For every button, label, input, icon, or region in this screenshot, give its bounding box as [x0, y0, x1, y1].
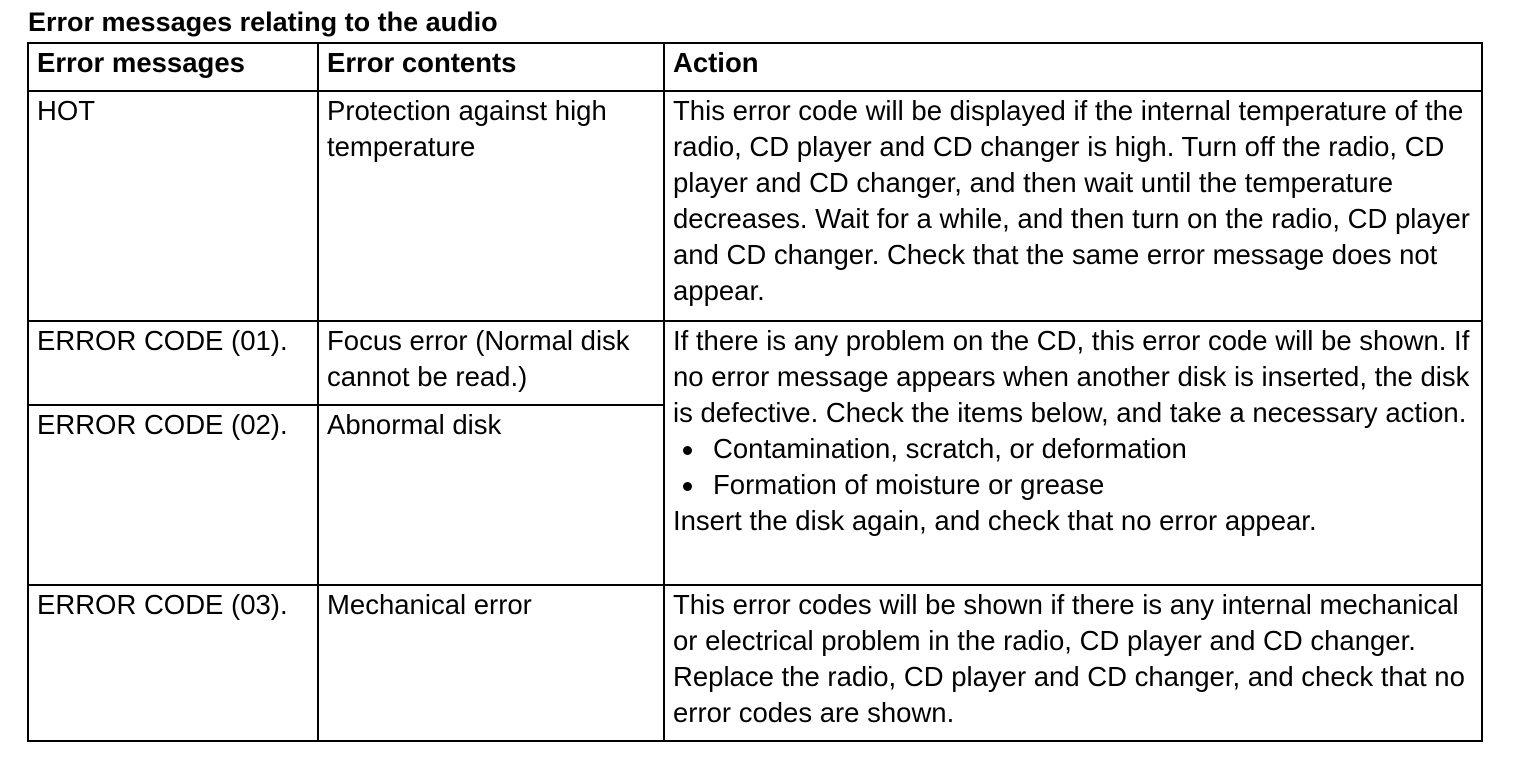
- action-outro: Insert the disk again, and check that no error appear.: [673, 505, 1317, 536]
- header-action: Action: [664, 43, 1482, 91]
- error-contents-cell: Focus error (Normal disk cannot be read.): [318, 321, 664, 405]
- error-message-cell: ERROR CODE (03).: [28, 585, 318, 741]
- error-contents-cell: Mechanical error: [318, 585, 664, 741]
- table-header-row: [28, 43, 1482, 91]
- header-error-messages: Error messages: [28, 43, 318, 91]
- list-item: [673, 431, 1473, 467]
- page-title: Error messages relating to the audio: [28, 7, 498, 37]
- action-cell-merged: [664, 321, 1482, 585]
- error-message-cell: ERROR CODE (02).: [28, 405, 318, 585]
- error-contents-cell: Protection against high temperature: [318, 91, 664, 321]
- list-item: [673, 467, 1473, 503]
- action-cell: This error codes will be shown if there is any internal mechanical or electrical problem in the radio, CD player and CD changer. Replace the radio, CD player and CD changer, and check that no error codes are shown.: [664, 585, 1482, 741]
- header-error-contents: Error contents: [318, 43, 664, 91]
- action-intro: If there is any problem on the CD, this error code will be shown. If no error message appears when another disk is inserted, the disk is defective. Check the items below, and take a necessary action.: [673, 325, 1470, 428]
- error-contents-cell: Abnormal disk: [318, 405, 664, 585]
- error-message-cell: HOT: [28, 91, 318, 321]
- bullet-text: Contamination, scratch, or deformation: [713, 433, 1187, 464]
- error-message-cell: ERROR CODE (01).: [28, 321, 318, 405]
- action-bullet-list: [673, 431, 1473, 503]
- table-row: [28, 91, 1482, 321]
- error-messages-table: [27, 42, 1483, 742]
- bullet-icon: [683, 482, 692, 491]
- bullet-text: Formation of moisture or grease: [713, 469, 1105, 500]
- bullet-icon: [683, 446, 692, 455]
- action-cell: This error code will be displayed if the internal temperature of the radio, CD player and CD changer is high. Turn off the radio, CD player and CD changer, and then wait until the temperature decreases. Wait for a while, and then turn on the radio, CD player and CD changer. Check that the same error message does not appear.: [664, 91, 1482, 321]
- table-row: [28, 585, 1482, 741]
- table-row: [28, 321, 1482, 405]
